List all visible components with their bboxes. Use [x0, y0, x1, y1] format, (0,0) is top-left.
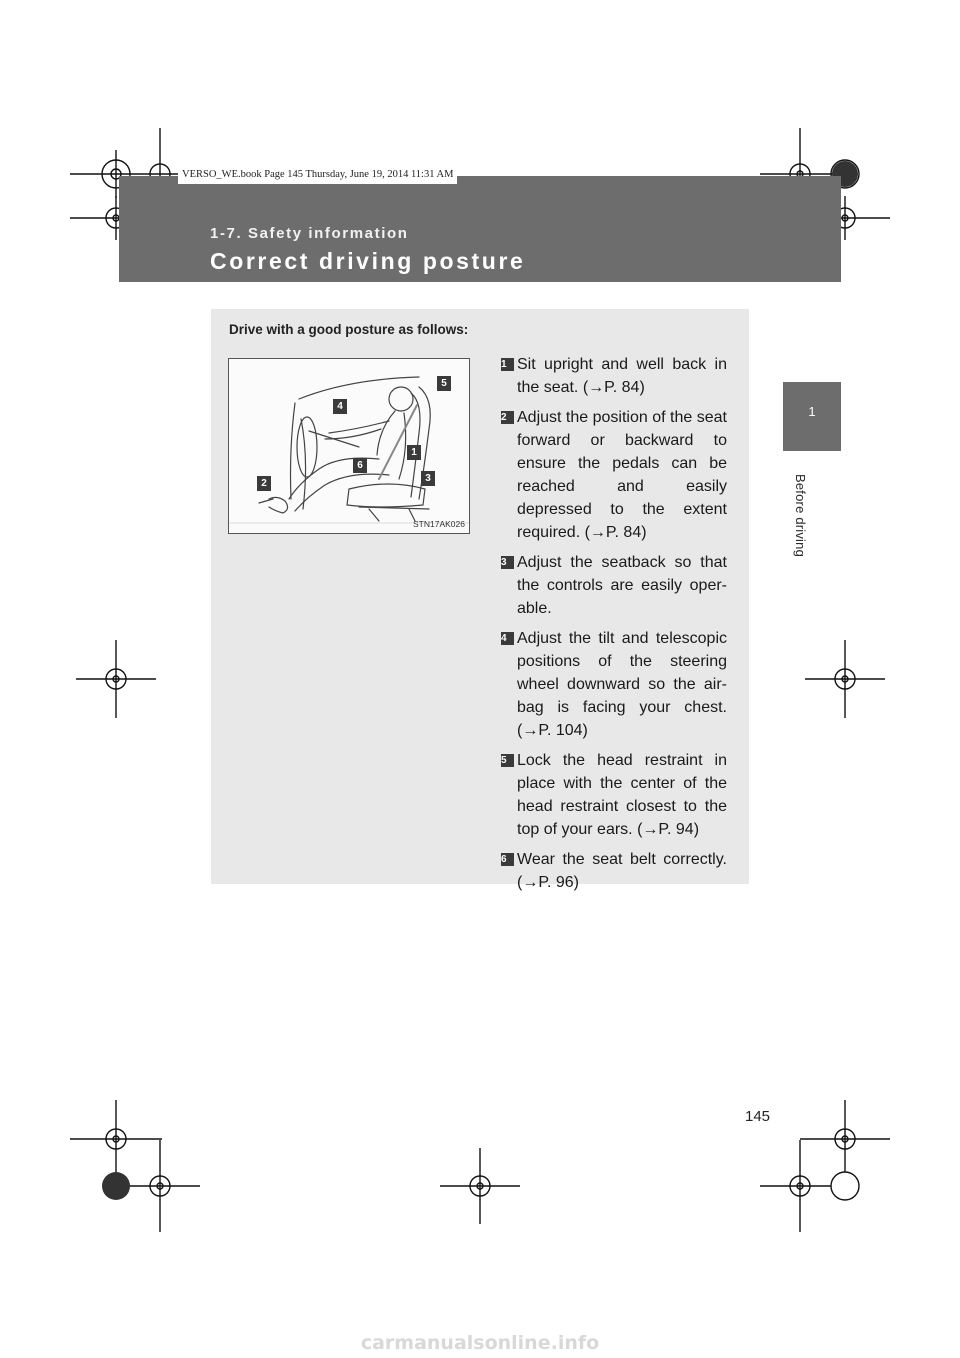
step-number-badge: 3: [501, 556, 514, 569]
step-number-badge: 4: [501, 632, 514, 645]
step-number-badge: 2: [501, 411, 514, 424]
step-text: Adjust the seatback so that the controls are easily oper-able.: [517, 554, 727, 617]
section-label: 1-7. Safety information: [210, 225, 409, 242]
chapter-tab-number: 1: [808, 404, 816, 419]
posture-steps-list: [501, 353, 727, 901]
step-text: Lock the head restraint in place with the center of the head restraint closest to the top of your ears. (→P. 94): [517, 752, 727, 838]
list-item: [501, 353, 727, 399]
step-text: Adjust the position of the seat forward or backward to ensure the pedals can be reached and easily depressed to the extent required. (→P. 84): [517, 409, 727, 541]
callout-2: 2: [257, 476, 271, 491]
step-number-badge: 1: [501, 358, 514, 371]
step-number-badge: 6: [501, 853, 514, 866]
page-title: Correct driving posture: [210, 248, 526, 274]
list-item: [501, 848, 727, 894]
callout-3: 3: [421, 471, 435, 486]
list-item: [501, 627, 727, 742]
step-text: Sit upright and well back in the seat. (→P. 84): [517, 356, 727, 396]
page-number: 145: [745, 1108, 771, 1125]
step-text: Adjust the tilt and telescopic positions of the steering wheel downward so the air-bag is facing your chest. (→P. 104): [517, 630, 727, 739]
callout-1: 1: [407, 445, 421, 460]
driver-seat-drawing: [229, 359, 469, 533]
driving-posture-illustration: [228, 358, 470, 534]
step-number-badge: 5: [501, 754, 514, 767]
figure-code: STN17AK026: [413, 519, 465, 529]
list-item: [501, 406, 727, 544]
book-print-stamp: VERSO_WE.book Page 145 Thursday, June 19, 2014 11:31 AM: [178, 166, 457, 184]
callout-6: 6: [353, 458, 367, 473]
list-item: [501, 749, 727, 841]
intro-text: Drive with a good posture as follows:: [229, 322, 469, 337]
list-item: [501, 551, 727, 620]
step-text: Wear the seat belt correctly. (→P. 96): [517, 851, 727, 891]
chapter-tab-label: Before driving: [793, 474, 808, 558]
callout-4: 4: [333, 399, 347, 414]
callout-5: 5: [437, 376, 451, 391]
site-watermark: carmanualsonline.info: [360, 1332, 600, 1354]
